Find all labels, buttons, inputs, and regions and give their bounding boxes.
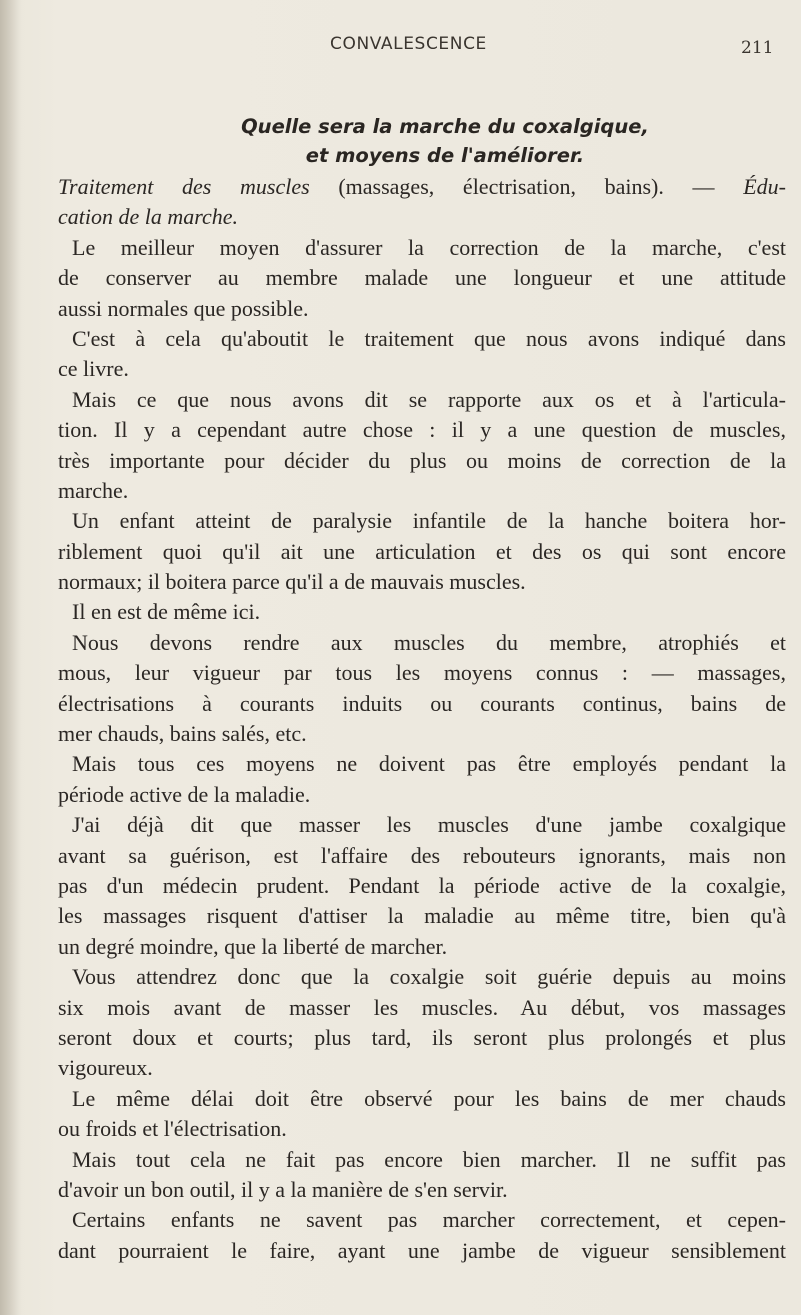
running-title: CONVALESCENCE (330, 34, 487, 54)
text-line: Il en est de même ici. (72, 599, 261, 625)
text-line: tion. Il y a cependant autre chose : il y a une question de muscles, (58, 417, 786, 443)
subtitle-italic-2: cation de la marche. (58, 204, 239, 230)
body-text (58, 172, 786, 1266)
text-line: Le meilleur moyen d'assurer la correction de la marche, c'est (72, 234, 786, 260)
text-line: mous, leur vigueur par tous les moyens connus : — massages, (58, 660, 786, 686)
text-line: un degré moindre, que la liberté de marcher. (58, 933, 448, 959)
text-line: Le même délai doit être observé pour les bains de mer chauds (72, 1085, 786, 1111)
subtitle-rest: (massages, électrisation, bains). — (309, 174, 744, 199)
text-line: ou froids et l'électrisation. (58, 1116, 287, 1142)
text-line: Mais ce que nous avons dit se rapporte aux os et à l'articula- (72, 386, 786, 412)
subtitle-line-2 (58, 202, 786, 232)
text-line: normaux; il boitera parce qu'il a de mauvais muscles. (58, 569, 526, 595)
text-line: très importante pour décider du plus ou moins de correction de la (58, 447, 786, 473)
subtitle-line-1 (58, 172, 786, 202)
text-line: les massages risquent d'attiser la maladie au même titre, bien qu'à (58, 903, 786, 929)
text-line: six mois avant de masser les muscles. Au début, vos massages (58, 994, 786, 1020)
subtitle-italic-end: Édu- (743, 174, 786, 199)
text-line: dant pourraient le faire, ayant une jambe de vigueur sensiblement (58, 1237, 786, 1263)
text-line: Mais tous ces moyens ne doivent pas être employés pendant la (72, 751, 786, 777)
text-line: mer chauds, bains salés, etc. (58, 721, 307, 747)
section-heading-line-1: Quelle sera la marche du coxalgique, (241, 115, 649, 138)
text-line: avant sa guérison, est l'affaire des rebouteurs ignorants, mais non (58, 842, 786, 868)
text-line: J'ai déjà dit que masser les muscles d'une jambe coxalgique (72, 812, 786, 838)
text-line: Certains enfants ne savent pas marcher correctement, et cepen- (72, 1207, 786, 1233)
text-line: ce livre. (58, 356, 129, 382)
text-line: de conserver au membre malade une longueur et une attitude (58, 265, 786, 291)
text-line: seront doux et courts; plus tard, ils seront plus prolongés et plus (58, 1024, 786, 1050)
section-heading-line-2: et moyens de l'améliorer. (305, 144, 585, 167)
text-line: d'avoir un bon outil, il y a la manière de s'en servir. (58, 1176, 508, 1202)
text-line: vigoureux. (58, 1055, 153, 1081)
text-line: pas d'un médecin prudent. Pendant la période active de la coxalgie, (58, 872, 786, 898)
section-heading (60, 112, 800, 170)
text-line: période active de la maladie. (58, 781, 311, 807)
text-line: aussi normales que possible. (58, 295, 309, 321)
text-line: Mais tout cela ne fait pas encore bien marcher. Il ne suffit pas (72, 1146, 786, 1172)
text-line: Vous attendrez donc que la coxalgie soit guérie depuis au moins (72, 964, 786, 990)
page-number: 211 (741, 38, 774, 58)
subtitle-italic: Traitement des muscles (58, 174, 310, 199)
text-line: électrisations à courants induits ou courants continus, bains de (58, 690, 786, 716)
text-line: riblement quoi qu'il ait une articulation et des os qui sont encore (58, 538, 786, 564)
text-line: Un enfant atteint de paralysie infantile de la hanche boitera hor- (72, 508, 786, 534)
binding-shadow (0, 0, 22, 1315)
text-line: C'est à cela qu'aboutit le traitement que nous avons indiqué dans (72, 325, 786, 351)
text-line: marche. (58, 477, 129, 503)
running-head (0, 34, 801, 64)
text-line: Nous devons rendre aux muscles du membre, atrophiés et (72, 629, 786, 655)
